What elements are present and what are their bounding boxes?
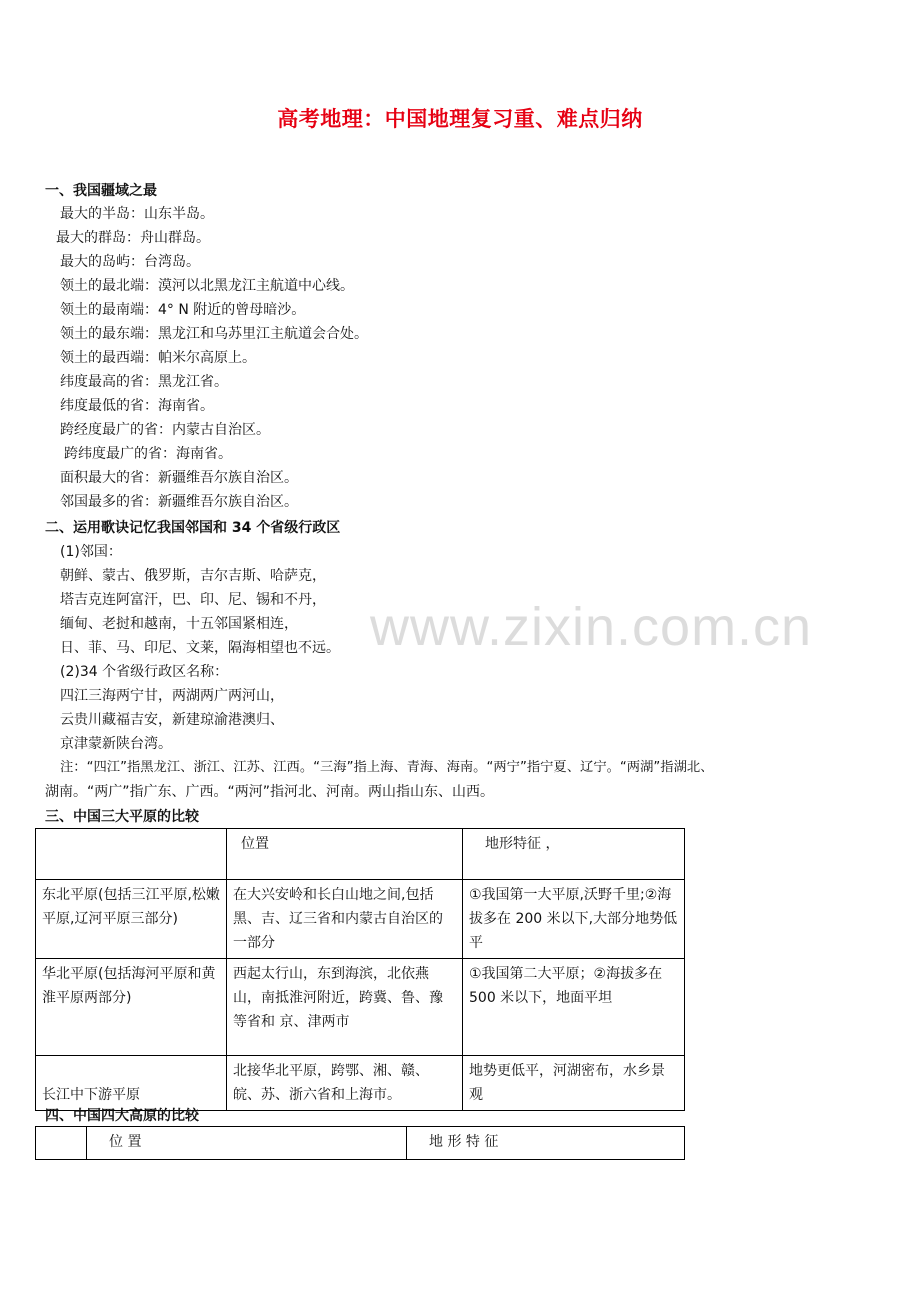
table-header-row xyxy=(36,1127,685,1160)
header-cell-position: 位置 xyxy=(227,829,463,880)
section1-heading: 一、我国疆域之最 xyxy=(45,183,157,199)
note-line: 湖南。“两广”指广东、广西。“两河”指河北、河南。两山指山东、山西。 xyxy=(45,784,495,800)
section2-heading: 二、运用歌诀记忆我国邻国和 34 个省级行政区 xyxy=(45,520,341,536)
verse-line: 云贵川藏福吉安，新建琼渝港澳归、 xyxy=(60,712,284,728)
list-item: 领土的最北端：漠河以北黑龙江主航道中心线。 xyxy=(60,278,354,294)
list-item: 面积最大的省：新疆维吾尔族自治区。 xyxy=(60,470,298,486)
verse-line: 朝鲜、蒙古、俄罗斯，吉尔吉斯、哈萨克， xyxy=(60,568,326,584)
watermark: www.zixin.com.cn xyxy=(370,597,813,657)
list-item: 最大的岛屿：台湾岛。 xyxy=(60,254,200,270)
list-item: 最大的半岛：山东半岛。 xyxy=(60,206,214,222)
verse-line: 塔吉克连阿富汗，巴、印、尼、锡和不丹， xyxy=(60,592,326,608)
list-item: 领土的最东端：黑龙江和乌苏里江主航道会合处。 xyxy=(60,326,368,342)
table-header-row xyxy=(36,829,685,880)
section4-heading: 四、中国四大高原的比较 xyxy=(45,1108,199,1124)
header-cell-feature: 地 形 特 征 xyxy=(407,1127,685,1160)
list-item: 纬度最低的省：海南省。 xyxy=(60,398,214,414)
header-cell-feature: 地形特征 ， xyxy=(463,829,685,880)
cell-plain-position: 北接华北平原，跨鄂、湘、赣、皖、苏、浙六省和上海市。 xyxy=(227,1056,463,1111)
header-cell-position: 位 置 xyxy=(87,1127,407,1160)
table-row xyxy=(36,880,685,959)
cell-plain-name: 华北平原(包括海河平原和黄淮平原两部分) xyxy=(36,959,227,1056)
header-cell-blank xyxy=(36,829,227,880)
section3-heading: 三、中国三大平原的比较 xyxy=(45,809,199,825)
list-item: 领土的最南端：4° N 附近的曾母暗沙。 xyxy=(60,302,306,318)
cell-plain-name: 长江中下游平原 xyxy=(36,1056,227,1111)
verse-line: 京津蒙新陕台湾。 xyxy=(60,736,172,752)
cell-plain-feature: ①我国第一大平原,沃野千里;②海拔多在 200 米以下,大部分地势低平 xyxy=(463,880,685,959)
table-row xyxy=(36,1056,685,1111)
verse-line: (1)邻国： xyxy=(60,544,122,560)
plateaus-table xyxy=(35,1126,685,1160)
verse-line: 四江三海两宁甘，两湖两广两河山， xyxy=(60,688,284,704)
list-item: 邻国最多的省：新疆维吾尔族自治区。 xyxy=(60,494,298,510)
cell-plain-feature: 地势更低平，河湖密布，水乡景观 xyxy=(463,1056,685,1111)
header-cell-blank xyxy=(36,1127,87,1160)
plains-table xyxy=(35,828,685,1111)
cell-plain-position: 西起太行山，东到海滨，北依燕山，南抵淮河附近，跨冀、鲁、豫等省和 京、津两市 xyxy=(227,959,463,1056)
page-title: 高考地理：中国地理复习重、难点归纳 xyxy=(277,107,643,131)
list-item: 最大的群岛：舟山群岛。 xyxy=(56,230,210,246)
list-item: 跨纬度最广的省：海南省。 xyxy=(64,446,232,462)
table-row xyxy=(36,959,685,1056)
list-item: 领土的最西端：帕米尔高原上。 xyxy=(60,350,256,366)
verse-line: 缅甸、老挝和越南，十五邻国紧相连， xyxy=(60,616,298,632)
cell-plain-position: 在大兴安岭和长白山地之间,包括黑、吉、辽三省和内蒙古自治区的一部分 xyxy=(227,880,463,959)
list-item: 纬度最高的省：黑龙江省。 xyxy=(60,374,228,390)
note-line: 注：“四江”指黑龙江、浙江、江苏、江西。“三海”指上海、青海、海南。“两宁”指宁夏、辽宁。“两湖”指湖北、 xyxy=(60,760,714,775)
list-item: 跨经度最广的省：内蒙古自治区。 xyxy=(60,422,270,438)
verse-line: 日、菲、马、印尼、文莱，隔海相望也不远。 xyxy=(60,640,340,656)
cell-plain-name: 东北平原(包括三江平原,松嫩平原,辽河平原三部分) xyxy=(36,880,227,959)
cell-plain-feature: ①我国第二大平原；②海拔多在 500 米以下，地面平坦 xyxy=(463,959,685,1056)
verse-line: (2)34 个省级行政区名称： xyxy=(60,664,229,680)
